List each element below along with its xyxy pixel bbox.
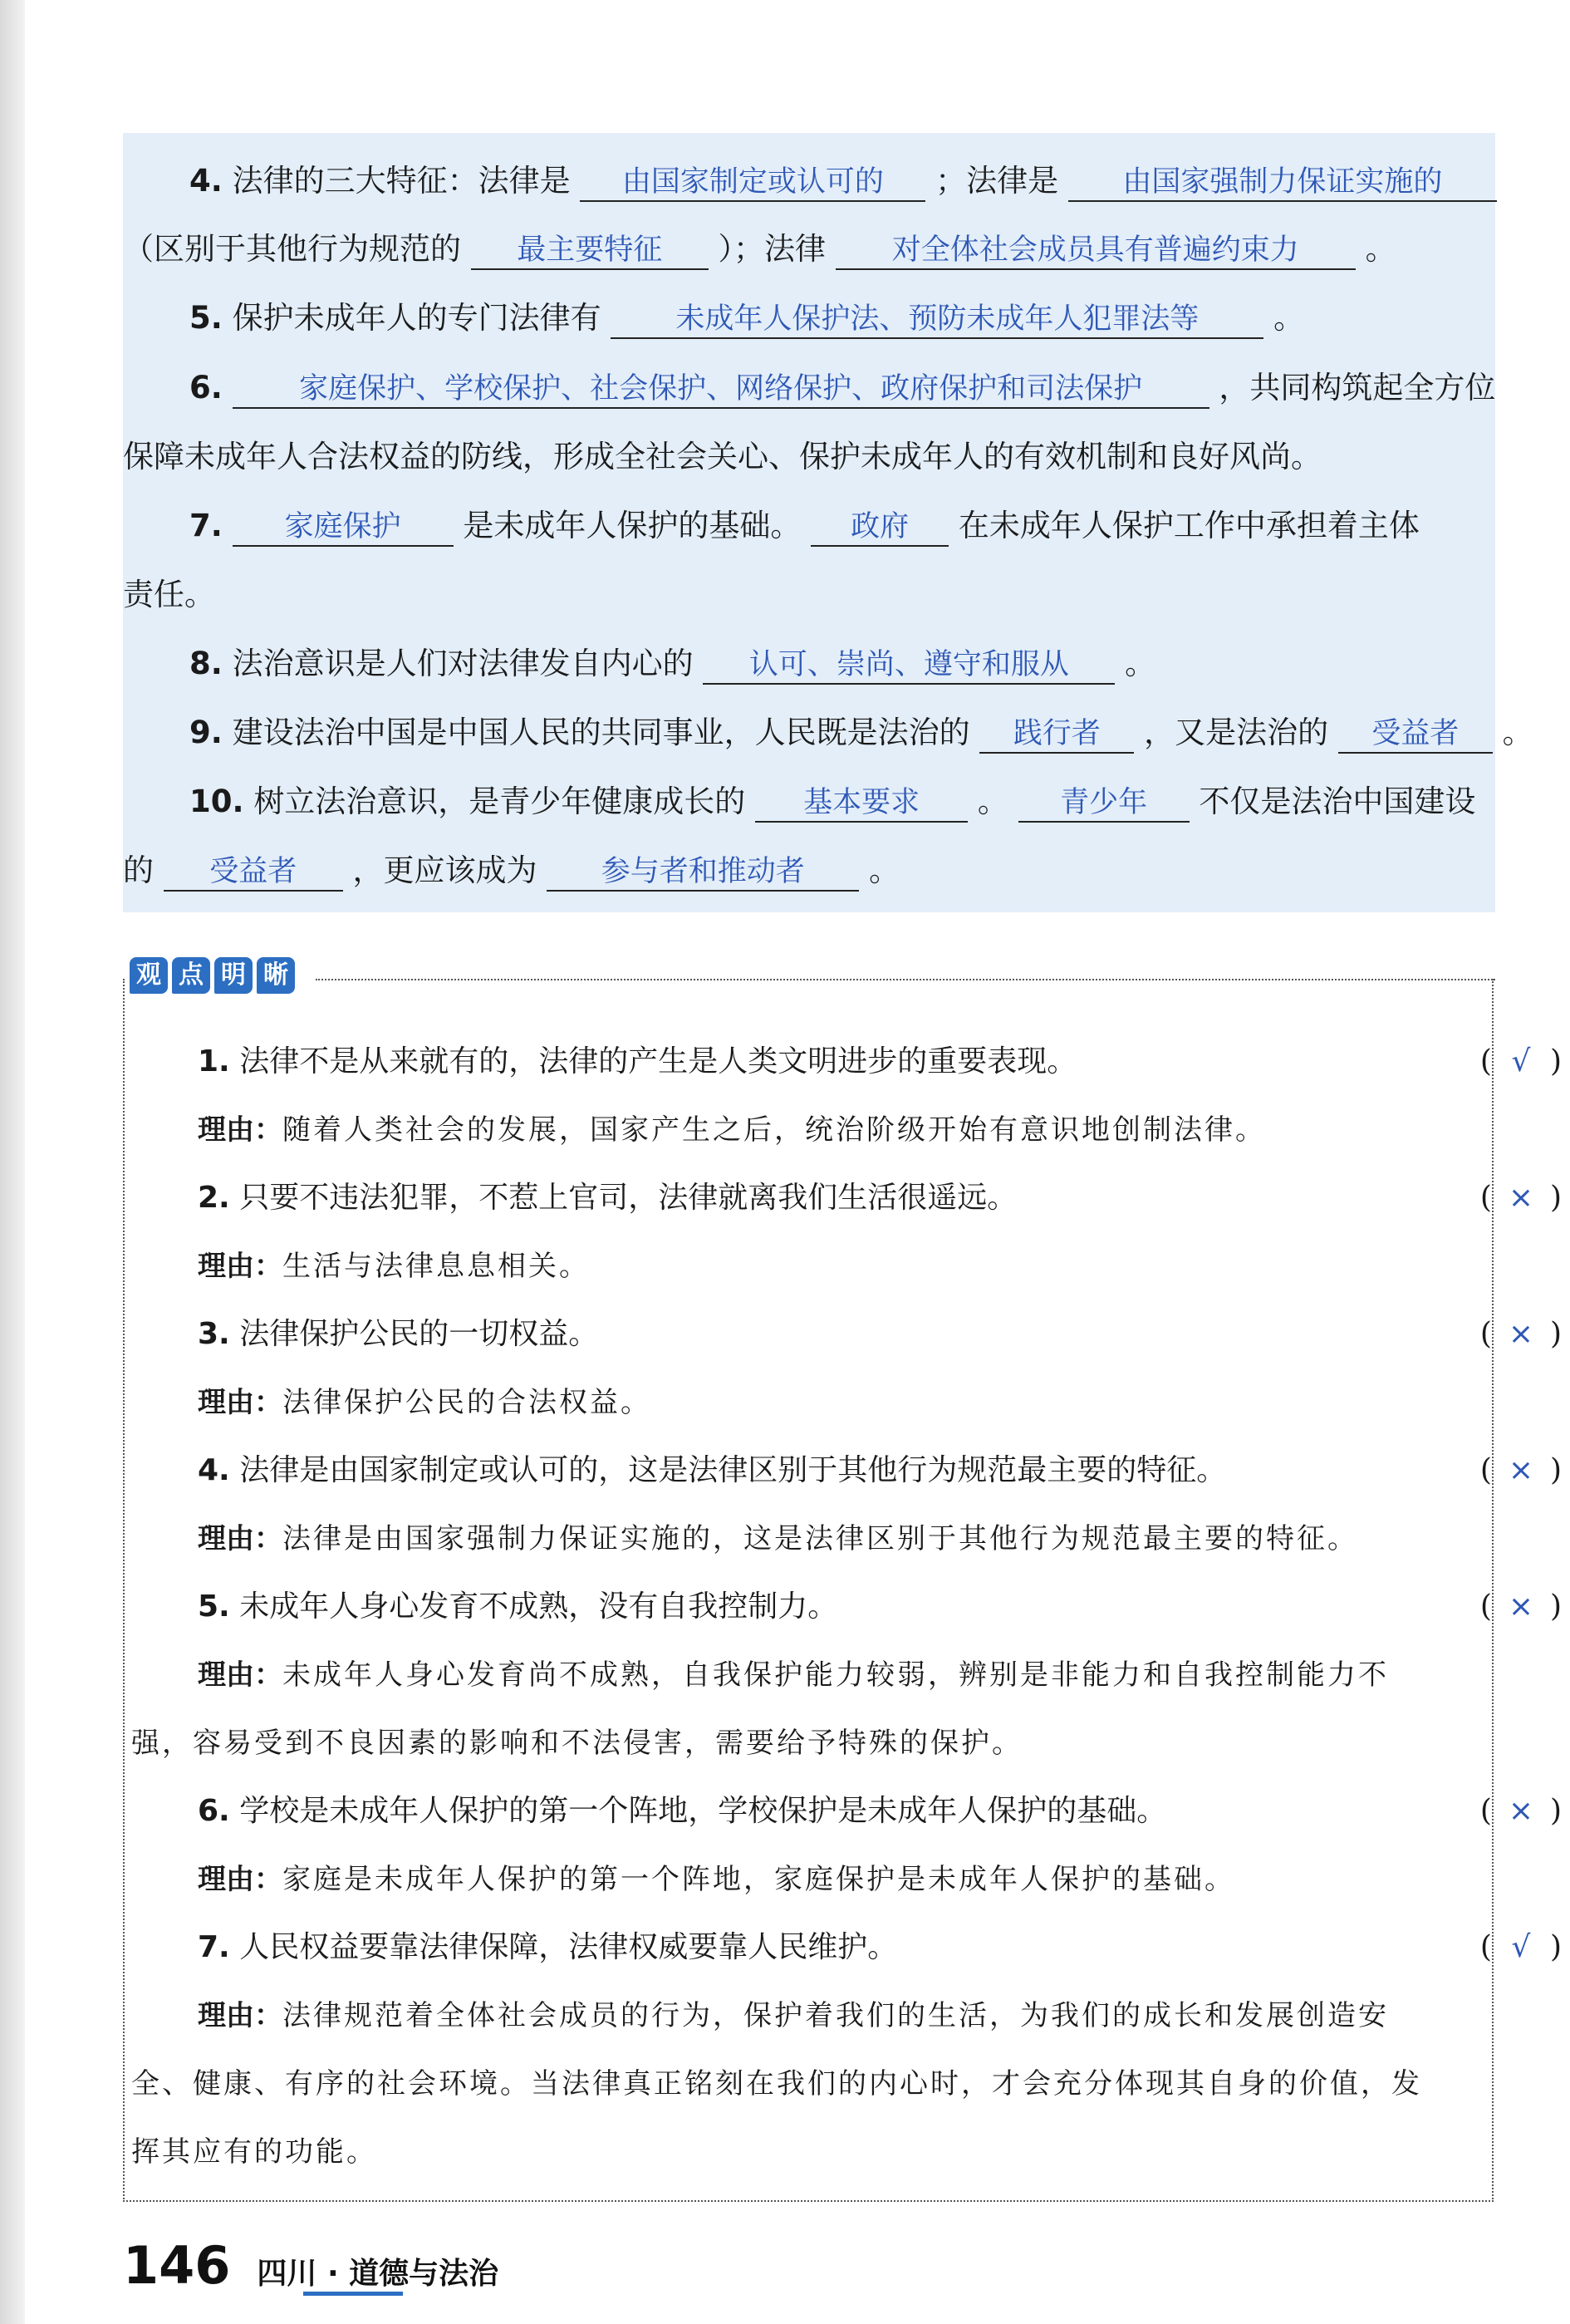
viewpoint-1-reason (125, 1111, 1565, 1149)
tag-char: 观 (130, 957, 168, 994)
viewpoint-5-reason (125, 1656, 1565, 1694)
answer-blank: 家庭保护 (233, 509, 454, 547)
answer-blank: 参与者和推动者 (547, 853, 859, 892)
answer-blank: 家庭保护、学校保护、社会保护、网络保护、政府保护和司法保护 (233, 371, 1209, 409)
answer-blank: 由国家强制力保证实施的 (1068, 164, 1497, 202)
tag-char: 点 (172, 957, 210, 994)
item-number: 3. (198, 1317, 230, 1351)
question-text: （区别于其他行为规范的 (123, 231, 461, 267)
answer-blank: 青少年 (1018, 784, 1190, 823)
question-text: 。 (977, 784, 1008, 819)
question-text: 。 (1365, 231, 1396, 267)
reason-text: 全、健康、有序的社会环境。当法律真正铭刻在我们的内心时，才会充分体现其自身的价值，发 (131, 2067, 1422, 2100)
page-edge-shadow (0, 0, 25, 2324)
question-number: 5. (189, 300, 223, 336)
question-text: ，共同构筑起全方位 (1219, 370, 1496, 405)
question-text: 建设法治中国是中国人民的共同事业，人民既是法治的 (232, 715, 970, 750)
question-text: 。 (869, 852, 900, 888)
question-6-cont (123, 438, 1495, 476)
judgment-mark: ( √ ) (1480, 1928, 1562, 1967)
reason-label: 理由： (198, 1658, 282, 1692)
page-footer (123, 2235, 498, 2296)
judgment-mark: ( × ) (1480, 1315, 1562, 1354)
viewpoint-6-statement (125, 1792, 1565, 1830)
reason-text: 未成年人身心发育尚不成熟，自我保护能力较弱，辨别是非能力和自我控制能力不 (282, 1658, 1389, 1692)
tag-char: 明 (214, 957, 253, 994)
cross-mark: × (1508, 1181, 1534, 1215)
answer-blank: 践行者 (979, 715, 1134, 754)
question-number: 9. (189, 715, 223, 750)
question-text: 在未成年人保护工作中承担着主体 (958, 508, 1420, 543)
viewpoint-2-reason (125, 1247, 1565, 1285)
cross-mark: × (1508, 1589, 1534, 1624)
reason-text: 随着人类社会的发展，国家产生之后，统治阶级开始有意识地创制法律。 (282, 1113, 1266, 1147)
question-text: ，又是法治的 (1144, 715, 1329, 750)
statement-text: 未成年人身心发育不成熟，没有自我控制力。 (239, 1589, 838, 1624)
question-text: 法律的三大特征：法律是 (232, 163, 571, 199)
question-9 (123, 714, 1562, 754)
reason-text: 法律是由国家强制力保证实施的，这是法律区别于其他行为规范最主要的特征。 (282, 1522, 1358, 1555)
statement-text: 学校是未成年人保护的第一个阵地，学校保护是未成年人保护的基础。 (239, 1794, 1167, 1828)
question-5 (123, 299, 1562, 339)
cross-mark: × (1508, 1794, 1534, 1828)
answer-blank: 基本要求 (755, 784, 968, 823)
cross-mark: × (1508, 1317, 1534, 1351)
judgment-mark: ( × ) (1480, 1179, 1562, 1217)
check-mark: √ (1511, 1044, 1531, 1078)
question-text: ，更应该成为 (352, 852, 537, 888)
answer-blank: 政府 (811, 509, 949, 547)
viewpoint-7-reason (125, 1997, 1565, 2035)
question-number: 7. (189, 508, 223, 543)
viewpoint-1-statement (125, 1043, 1565, 1081)
answer-blank: 认可、崇尚、遵守和服从 (703, 646, 1115, 685)
reason-label: 理由： (198, 1250, 282, 1283)
statement-text: 人民权益要靠法律保障，法律权威要靠人民维护。 (239, 1930, 898, 1964)
book-title: 四川 · 道德与法治 (257, 2257, 499, 2291)
item-number: 7. (198, 1930, 230, 1964)
question-10 (123, 783, 1562, 823)
answer-blank: 受益者 (164, 853, 343, 892)
question-text: 的 (123, 852, 154, 888)
item-number: 1. (198, 1044, 230, 1078)
statement-text: 法律保护公民的一切权益。 (239, 1317, 599, 1351)
viewpoint-4-statement (125, 1452, 1565, 1490)
reason-label: 理由： (198, 1999, 282, 2032)
viewpoint-7-statement (125, 1928, 1565, 1967)
tag-char: 晰 (257, 957, 295, 994)
question-text: 。 (1502, 715, 1533, 750)
question-number: 4. (189, 163, 223, 199)
statement-text: 法律不是从来就有的，法律的产生是人类文明进步的重要表现。 (239, 1044, 1077, 1078)
question-text: 保障未成年人合法权益的防线，形成全社会关心、保护未成年人的有效机制和良好风尚。 (123, 439, 1322, 474)
answer-blank: 对全体社会成员具有普遍约束力 (836, 232, 1356, 270)
question-number: 10. (189, 784, 244, 819)
judgment-mark: ( × ) (1480, 1792, 1562, 1830)
cross-mark: × (1508, 1453, 1534, 1487)
reason-text: 家庭是未成年人保护的第一个阵地，家庭保护是未成年人保护的基础。 (282, 1863, 1235, 1896)
question-text: ；法律是 (935, 163, 1059, 199)
reason-text: 强，容易受到不良因素的影响和不法侵害，需要给予特殊的保护。 (131, 1727, 1023, 1760)
viewpoint-4-reason (125, 1520, 1565, 1558)
question-number: 6. (189, 370, 223, 405)
check-mark: √ (1511, 1930, 1531, 1964)
viewpoint-3-reason (125, 1383, 1565, 1422)
item-number: 4. (198, 1453, 230, 1487)
question-number: 8. (189, 646, 223, 681)
viewpoint-6-reason (125, 1860, 1565, 1899)
page-number: 146 (123, 2235, 231, 2296)
viewpoint-3-statement (125, 1315, 1565, 1354)
question-10-cont (123, 852, 1495, 892)
viewpoint-5-statement (125, 1588, 1565, 1626)
reason-text: 法律规范着全体社会成员的行为，保护着我们的生活，为我们的成长和发展创造安 (282, 1999, 1389, 2032)
question-text: 法治意识是人们对法律发自内心的 (232, 646, 694, 681)
statement-text: 法律是由国家制定或认可的，这是法律区别于其他行为规范最主要的特征。 (239, 1453, 1227, 1487)
answer-blank: 由国家制定或认可的 (580, 164, 925, 202)
question-text: 是未成年人保护的基础。 (463, 508, 802, 543)
question-text: 。 (1273, 300, 1305, 336)
question-8 (123, 645, 1562, 685)
answer-blank: 受益者 (1338, 715, 1493, 754)
reason-label: 理由： (198, 1522, 282, 1555)
question-7-cont (123, 576, 1495, 614)
judgment-mark: ( × ) (1480, 1452, 1562, 1490)
question-text: 责任。 (123, 577, 215, 612)
statement-text: 只要不违法犯罪，不惹上官司，法律就离我们生活很遥远。 (239, 1181, 1018, 1215)
question-text: 。 (1125, 646, 1156, 681)
judgment-mark: ( √ ) (1480, 1043, 1562, 1081)
viewpoint-7-reason-cont (125, 2065, 1499, 2103)
reason-text: 生活与法律息息相关。 (282, 1250, 590, 1283)
question-4 (123, 162, 1562, 202)
viewpoint-2-statement (125, 1179, 1565, 1217)
reason-label: 理由： (198, 1863, 282, 1896)
item-number: 2. (198, 1181, 230, 1215)
footer-accent-bar (303, 2292, 403, 2296)
question-text: 树立法治意识，是青少年健康成长的 (253, 784, 746, 819)
reason-label: 理由： (198, 1386, 282, 1419)
question-text: 不仅是法治中国建设 (1199, 784, 1476, 819)
reason-label: 理由： (198, 1113, 282, 1147)
question-7 (123, 507, 1562, 547)
reason-text: 挥其应有的功能。 (131, 2135, 377, 2169)
viewpoint-5-reason-cont (125, 1724, 1499, 1762)
question-4-cont (123, 230, 1495, 270)
question-6 (123, 369, 1562, 409)
question-text: 保护未成年人的专门法律有 (232, 300, 601, 336)
viewpoint-7-reason-cont2 (125, 2133, 1499, 2171)
reason-text: 法律保护公民的合法权益。 (282, 1386, 651, 1419)
answer-blank: 最主要特征 (471, 232, 709, 270)
question-text: ）；法律 (718, 231, 827, 267)
item-number: 5. (198, 1589, 230, 1624)
item-number: 6. (198, 1794, 230, 1828)
answer-blank: 未成年人保护法、预防未成年人犯罪法等 (611, 301, 1263, 339)
judgment-mark: ( × ) (1480, 1588, 1562, 1626)
